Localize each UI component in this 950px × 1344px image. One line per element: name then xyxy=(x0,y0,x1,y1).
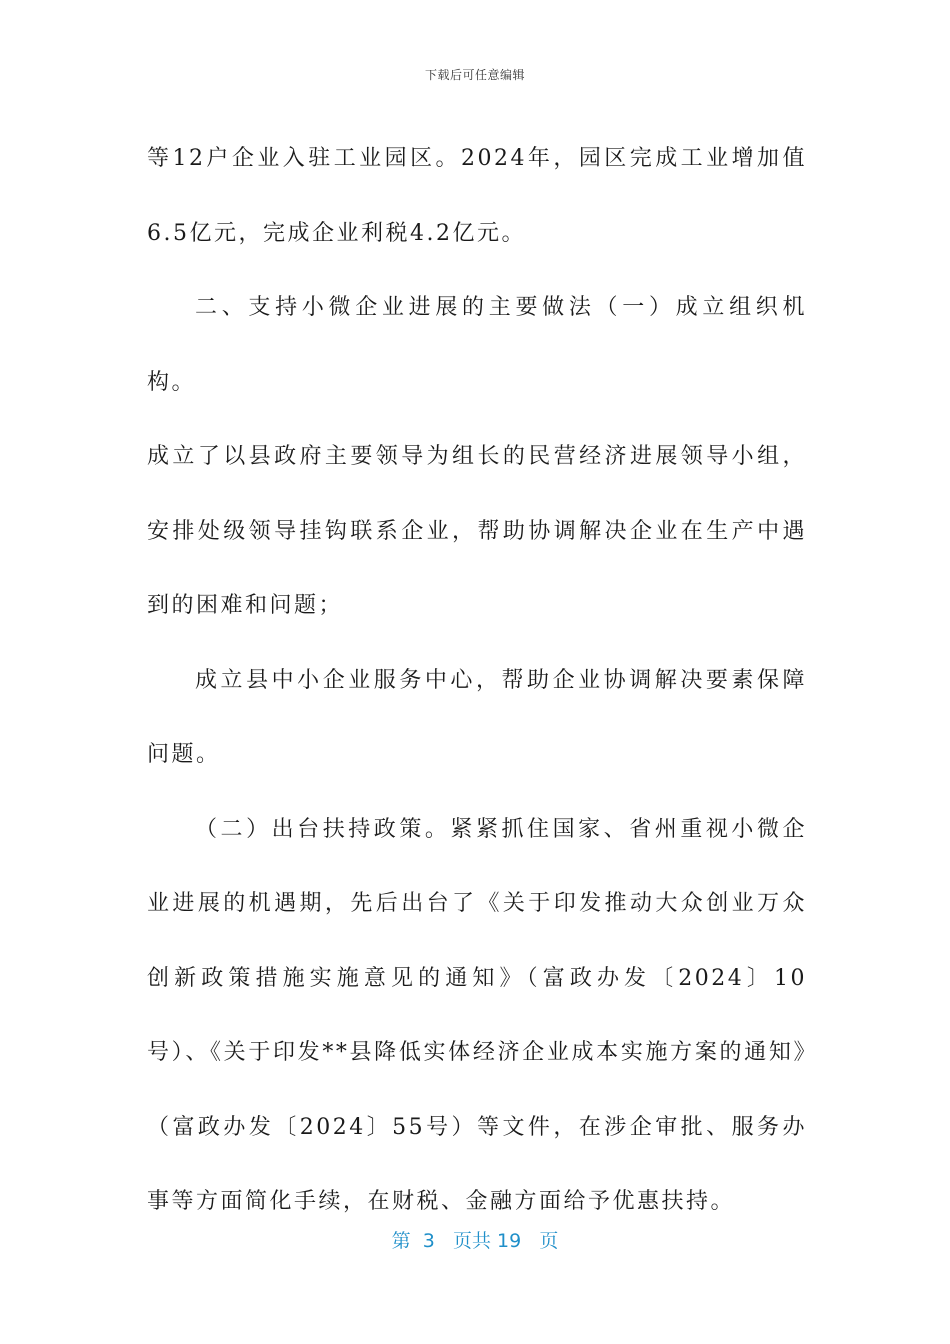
footer-prefix: 第 xyxy=(391,1230,411,1252)
paragraph-service-center: 成立县中小企业服务中心，帮助企业协调解决要素保障问题。 xyxy=(147,667,807,767)
footer-suffix: 页 xyxy=(539,1230,559,1252)
paragraph-policies: （二）出台扶持政策。紧紧抓住国家、省州重视小微企业进展的机遇期，先后出台了《关于印发推动大众创业万众创新政策措施实施意见的通知》（富政办发〔2024〕10号）、《关于印发**县降低实体经济企业成本实施方案的通知》（富政办发〔2024〕55号）等文件，在涉企审批、服务办事等方面简化手续，在财税、金融方面给予优惠扶持。 xyxy=(147,816,807,1214)
paragraph-stats: 等12户企业入驻工业园区。2024年，园区完成工业增加值6.5亿元，完成企业利税4.2亿元。 xyxy=(147,146,807,246)
paragraph-leading-group: 成立了以县政府主要领导为组长的民营经济进展领导小组，安排处级领导挂钩联系企业，帮助协调解决企业在生产中遇到的困难和问题； xyxy=(147,444,807,618)
document-body xyxy=(147,122,807,1240)
paragraph-section-heading: 二、支持小微企业进展的主要做法（一）成立组织机构。 xyxy=(147,295,807,395)
page-footer xyxy=(0,1226,950,1253)
footer-middle: 页共 xyxy=(452,1230,491,1252)
footer-total-pages: 19 xyxy=(497,1230,522,1252)
page-header: 下载后可任意编辑 xyxy=(424,68,525,82)
footer-current-page: 3 xyxy=(422,1230,435,1252)
